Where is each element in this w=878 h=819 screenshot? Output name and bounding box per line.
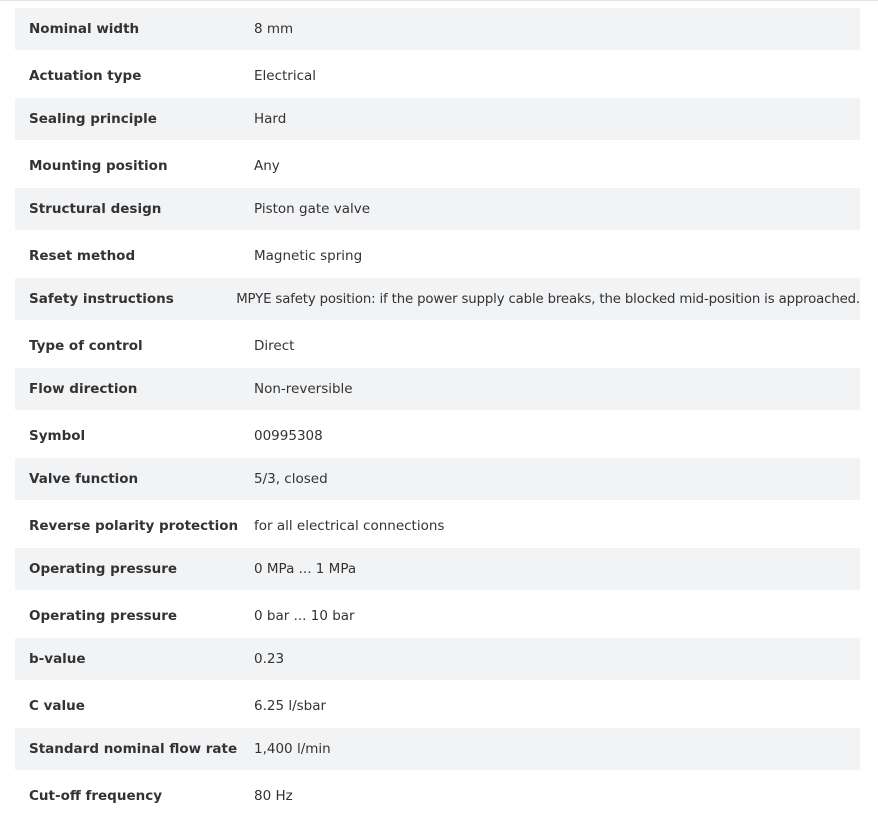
spec-label: Reverse polarity protection <box>29 517 239 534</box>
specifications-table <box>15 8 860 818</box>
spec-label: Safety instructions <box>29 291 174 307</box>
spec-value: 80 Hz <box>254 787 293 804</box>
spec-label: Actuation type <box>29 67 142 84</box>
spec-label: Structural design <box>29 201 162 217</box>
spec-label: b-value <box>29 651 86 667</box>
spec-value: Piston gate valve <box>254 201 371 217</box>
spec-value: 1,400 l/min <box>254 741 331 757</box>
spec-label: Operating pressure <box>29 607 178 624</box>
spec-value: Electrical <box>254 67 317 84</box>
spec-value: Direct <box>254 337 295 354</box>
spec-row-mounting-position <box>15 143 860 188</box>
spec-row-reverse-polarity-protection <box>15 503 860 548</box>
spec-value: 0.23 <box>254 651 285 667</box>
spec-value: for all electrical connections <box>254 517 445 534</box>
spec-value: 00995308 <box>254 427 323 444</box>
spec-value: Any <box>254 157 280 174</box>
spec-value: 0 MPa ... 1 MPa <box>254 561 357 577</box>
spec-label: Flow direction <box>29 381 138 397</box>
spec-label: Mounting position <box>29 157 168 174</box>
spec-label: Sealing principle <box>29 111 157 127</box>
spec-label: Cut-off frequency <box>29 787 163 804</box>
spec-row-type-of-control <box>15 323 860 368</box>
spec-value: 8 mm <box>254 21 294 37</box>
spec-label: Type of control <box>29 337 143 354</box>
spec-row-c-value <box>15 683 860 728</box>
spec-row-operating-pressure-bar <box>15 593 860 638</box>
spec-label: Nominal width <box>29 21 140 37</box>
spec-row-actuation-type <box>15 53 860 98</box>
spec-row-valve-function <box>15 458 860 500</box>
spec-label: Reset method <box>29 247 136 264</box>
spec-label: Symbol <box>29 427 86 444</box>
top-divider <box>0 0 878 1</box>
spec-value: 0 bar ... 10 bar <box>254 607 355 624</box>
spec-label: Operating pressure <box>29 561 178 577</box>
spec-value: 6.25 l/sbar <box>254 697 327 714</box>
spec-row-flow-direction <box>15 368 860 410</box>
spec-value: MPYE safety position: if the power supply cable breaks, the blocked mid-position is approached. <box>236 291 860 307</box>
spec-value: 5/3, closed <box>254 471 328 487</box>
spec-row-reset-method <box>15 233 860 278</box>
spec-row-nominal-width <box>15 8 860 50</box>
spec-value: Non-reversible <box>254 381 353 397</box>
spec-row-symbol <box>15 413 860 458</box>
spec-label: Valve function <box>29 471 139 487</box>
spec-row-b-value <box>15 638 860 680</box>
spec-value: Hard <box>254 111 287 127</box>
spec-value: Magnetic spring <box>254 247 363 264</box>
spec-row-safety-instructions <box>15 278 860 320</box>
spec-label: Standard nominal flow rate <box>29 741 238 757</box>
spec-row-cut-off-frequency <box>15 773 860 818</box>
spec-label: C value <box>29 697 85 714</box>
spec-row-standard-nominal-flow-rate <box>15 728 860 770</box>
spec-row-operating-pressure-mpa <box>15 548 860 590</box>
spec-row-sealing-principle <box>15 98 860 140</box>
spec-row-structural-design <box>15 188 860 230</box>
